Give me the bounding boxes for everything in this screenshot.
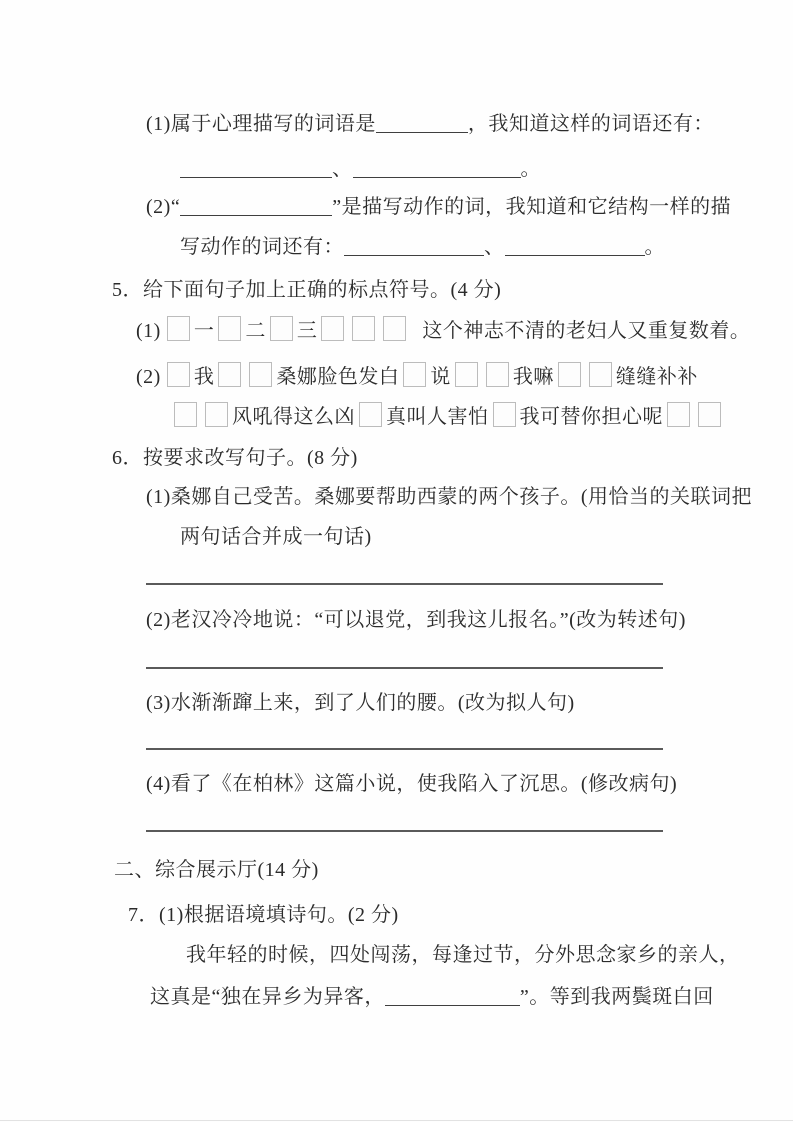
section-title: 二、综合展示厅(14 分) bbox=[114, 859, 319, 881]
q4-item1-line1 bbox=[146, 110, 714, 138]
q6-item1-line2 bbox=[180, 523, 372, 551]
question-title: 5．给下面句子加上正确的标点符号。(4 分) bbox=[112, 279, 502, 301]
answer-blank bbox=[344, 235, 484, 256]
punct-box bbox=[218, 316, 241, 341]
text-segment: 我可替你担心呢 bbox=[519, 406, 663, 428]
punct-dun: 、 bbox=[332, 158, 353, 180]
scan-edge-line bbox=[0, 1120, 793, 1121]
punct-period: 。 bbox=[520, 158, 541, 180]
text-segment: ”是描写动作的词，我知道和它结构一样的描 bbox=[332, 196, 732, 218]
punct-box bbox=[486, 362, 509, 387]
answer-blank bbox=[376, 112, 468, 133]
text-segment: (4)看了《在柏林》这篇小说，使我陷入了沉思。(修改病句) bbox=[146, 773, 678, 795]
answer-blank bbox=[180, 157, 332, 178]
punct-box bbox=[205, 402, 228, 427]
answer-blank bbox=[353, 157, 521, 178]
text-segment: (1)桑娜自己受苦。桑娜要帮助西蒙的两个孩子。(用恰当的关联词把 bbox=[146, 486, 752, 508]
q4-item1-line2 bbox=[180, 155, 541, 183]
punct-box bbox=[667, 402, 690, 427]
text-segment: ，我知道这样的词语还有： bbox=[467, 113, 714, 135]
punct-box bbox=[383, 316, 406, 341]
answer-line bbox=[146, 583, 663, 585]
answer-blank bbox=[180, 195, 332, 216]
punct-box bbox=[218, 362, 241, 387]
q4-item2-line1 bbox=[146, 193, 731, 221]
answer-line bbox=[146, 748, 663, 750]
q6-item4 bbox=[146, 770, 677, 798]
text-segment: 两句话合并成一句话) bbox=[180, 526, 372, 548]
punct-box bbox=[493, 402, 516, 427]
q5-item2-line1 bbox=[136, 362, 698, 391]
text-segment: 缝缝补补 bbox=[615, 366, 698, 388]
item-number: (1) bbox=[136, 320, 161, 342]
punct-box bbox=[167, 316, 190, 341]
text-segment: 桑娜脸色发白 bbox=[276, 366, 400, 388]
punct-box bbox=[455, 362, 478, 387]
question-title: 7．(1)根据语境填诗句。(2 分) bbox=[128, 904, 399, 926]
punct-period: 。 bbox=[644, 236, 665, 258]
punct-box bbox=[249, 362, 272, 387]
punct-box bbox=[698, 402, 721, 427]
q6-item2 bbox=[146, 606, 686, 634]
text-segment: 一 bbox=[193, 320, 215, 342]
text-segment: 我嘛 bbox=[512, 366, 554, 388]
text-segment: (1)属于心理描写的词语是 bbox=[146, 113, 376, 135]
text-segment: ”。等到我两鬓斑白回 bbox=[519, 986, 714, 1008]
answer-blank bbox=[505, 235, 645, 256]
text-segment: 这个神志不清的老妇人又重复数着。 bbox=[422, 320, 751, 342]
punct-box bbox=[352, 316, 375, 341]
punct-box bbox=[403, 362, 426, 387]
text-segment: 这真是“独在异乡为异客， bbox=[150, 986, 385, 1008]
punct-box bbox=[270, 316, 293, 341]
punct-box bbox=[558, 362, 581, 387]
q5-item2-line2 bbox=[170, 402, 725, 431]
q7-title bbox=[128, 901, 399, 929]
punct-box bbox=[321, 316, 344, 341]
answer-line bbox=[146, 667, 663, 669]
punct-box bbox=[589, 362, 612, 387]
item-number: (2) bbox=[136, 366, 161, 388]
q6-item1-line1 bbox=[146, 483, 752, 511]
text-segment: 写动作的词还有： bbox=[180, 236, 344, 258]
q5-title bbox=[112, 276, 501, 304]
q7-paragraph-line2 bbox=[150, 983, 714, 1011]
q6-title bbox=[112, 444, 358, 472]
text-segment: 真叫人害怕 bbox=[386, 406, 489, 428]
section2-title bbox=[114, 856, 319, 884]
text-segment: (2)“ bbox=[146, 196, 181, 218]
q7-paragraph-line1 bbox=[186, 941, 740, 969]
punct-dun: 、 bbox=[484, 236, 505, 258]
answer-line bbox=[146, 830, 663, 832]
punct-box bbox=[174, 402, 197, 427]
q4-item2-line2 bbox=[180, 233, 665, 261]
text-segment: 我年轻的时候，四处闯荡，每逢过节，分外思念家乡的亲人， bbox=[186, 944, 740, 966]
q6-item3 bbox=[146, 689, 575, 717]
punct-box bbox=[359, 402, 382, 427]
answer-blank bbox=[385, 985, 520, 1006]
text-segment: 二 bbox=[245, 320, 266, 342]
text-segment: (2)老汉冷冷地说：“可以退党，到我这儿报名。”(改为转述句) bbox=[146, 609, 686, 631]
punct-box bbox=[167, 362, 190, 387]
text-segment: 说 bbox=[430, 366, 451, 388]
text-segment: 风吼得这么凶 bbox=[232, 406, 355, 428]
q5-item1 bbox=[136, 316, 750, 345]
text-segment: 三 bbox=[296, 320, 318, 342]
text-segment: 我 bbox=[193, 366, 215, 388]
text-segment: (3)水渐渐蹿上来，到了人们的腰。(改为拟人句) bbox=[146, 692, 575, 714]
question-title: 6．按要求改写句子。(8 分) bbox=[112, 447, 358, 469]
